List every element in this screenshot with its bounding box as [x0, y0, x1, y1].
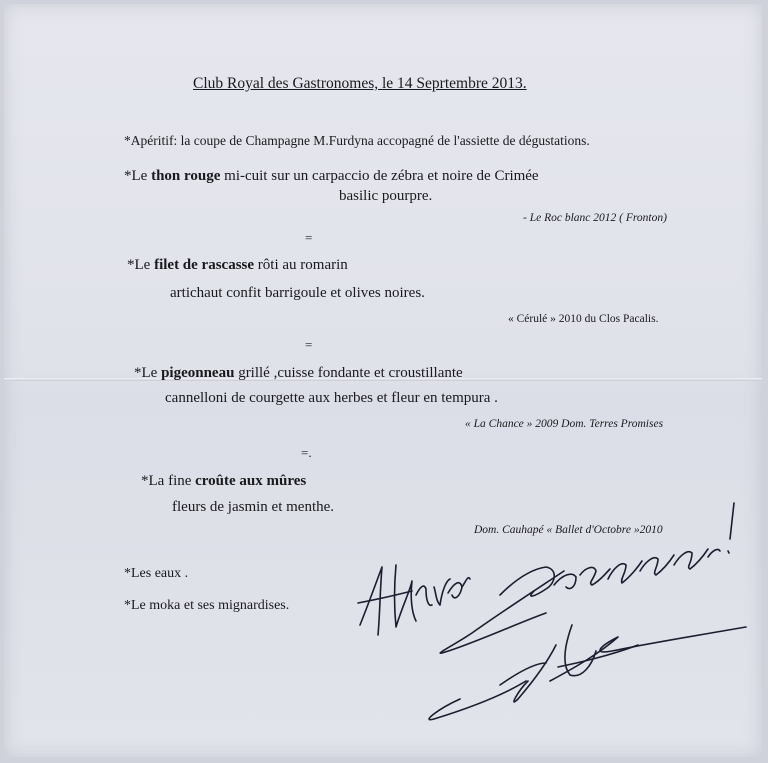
handwritten-signature	[350, 495, 760, 735]
course-3-line	[134, 365, 463, 382]
course-4-wine: Dom. Cauhapé « Ballet d'Octobre »2010	[474, 524, 663, 536]
course-4-dish: croûte aux mûres	[195, 473, 307, 489]
signature-ink	[358, 503, 746, 720]
course-3-prefix: *Le	[134, 365, 162, 381]
course-2-dish: filet de rascasse	[154, 257, 255, 273]
course-4-line	[141, 473, 306, 490]
aperitif-line: *Apéritif: la coupe de Champagne M.Furdyna accopagné de l'assiette de dégustations.	[124, 133, 590, 148]
course-3-rest: grillé ,cuisse fondante et croustillante	[234, 365, 463, 381]
course-2-prefix: *Le	[127, 257, 155, 273]
separator-3: =.	[301, 445, 312, 460]
course-2-wine: « Cérulé » 2010 du Clos Pacalis.	[508, 313, 659, 325]
course-1-wine: - Le Roc blanc 2012 ( Fronton)	[523, 212, 667, 224]
course-4-line2: fleurs de jasmin et menthe.	[172, 499, 335, 515]
course-2-rest: rôti au romarin	[254, 257, 348, 273]
course-1-line2: basilic pourpre.	[339, 188, 433, 204]
waters-line: *Les eaux .	[124, 566, 189, 581]
menu-title: Club Royal des Gastronomes, le 14 Seprtembre 2013.	[193, 75, 527, 92]
coffee-line: *Le moka et ses mignardises.	[124, 598, 290, 613]
course-2-line2: artichaut confit barrigoule et olives noires.	[170, 285, 425, 301]
course-1-line	[124, 168, 539, 185]
course-2-line	[127, 257, 348, 274]
separator-2: =	[305, 337, 313, 352]
course-4-prefix: *La fine	[141, 473, 196, 489]
course-1-dish: thon rouge	[151, 168, 221, 184]
course-3-line2: cannelloni de courgette aux herbes et fleur en tempura .	[165, 390, 498, 406]
course-3-dish: pigeonneau	[161, 365, 235, 381]
course-1-prefix: *Le	[124, 168, 152, 184]
separator-1: =	[305, 230, 313, 245]
course-3-wine: « La Chance » 2009 Dom. Terres Promises	[465, 418, 664, 430]
course-1-rest: mi-cuit sur un carpaccio de zébra et noire de Crimée	[220, 168, 539, 184]
